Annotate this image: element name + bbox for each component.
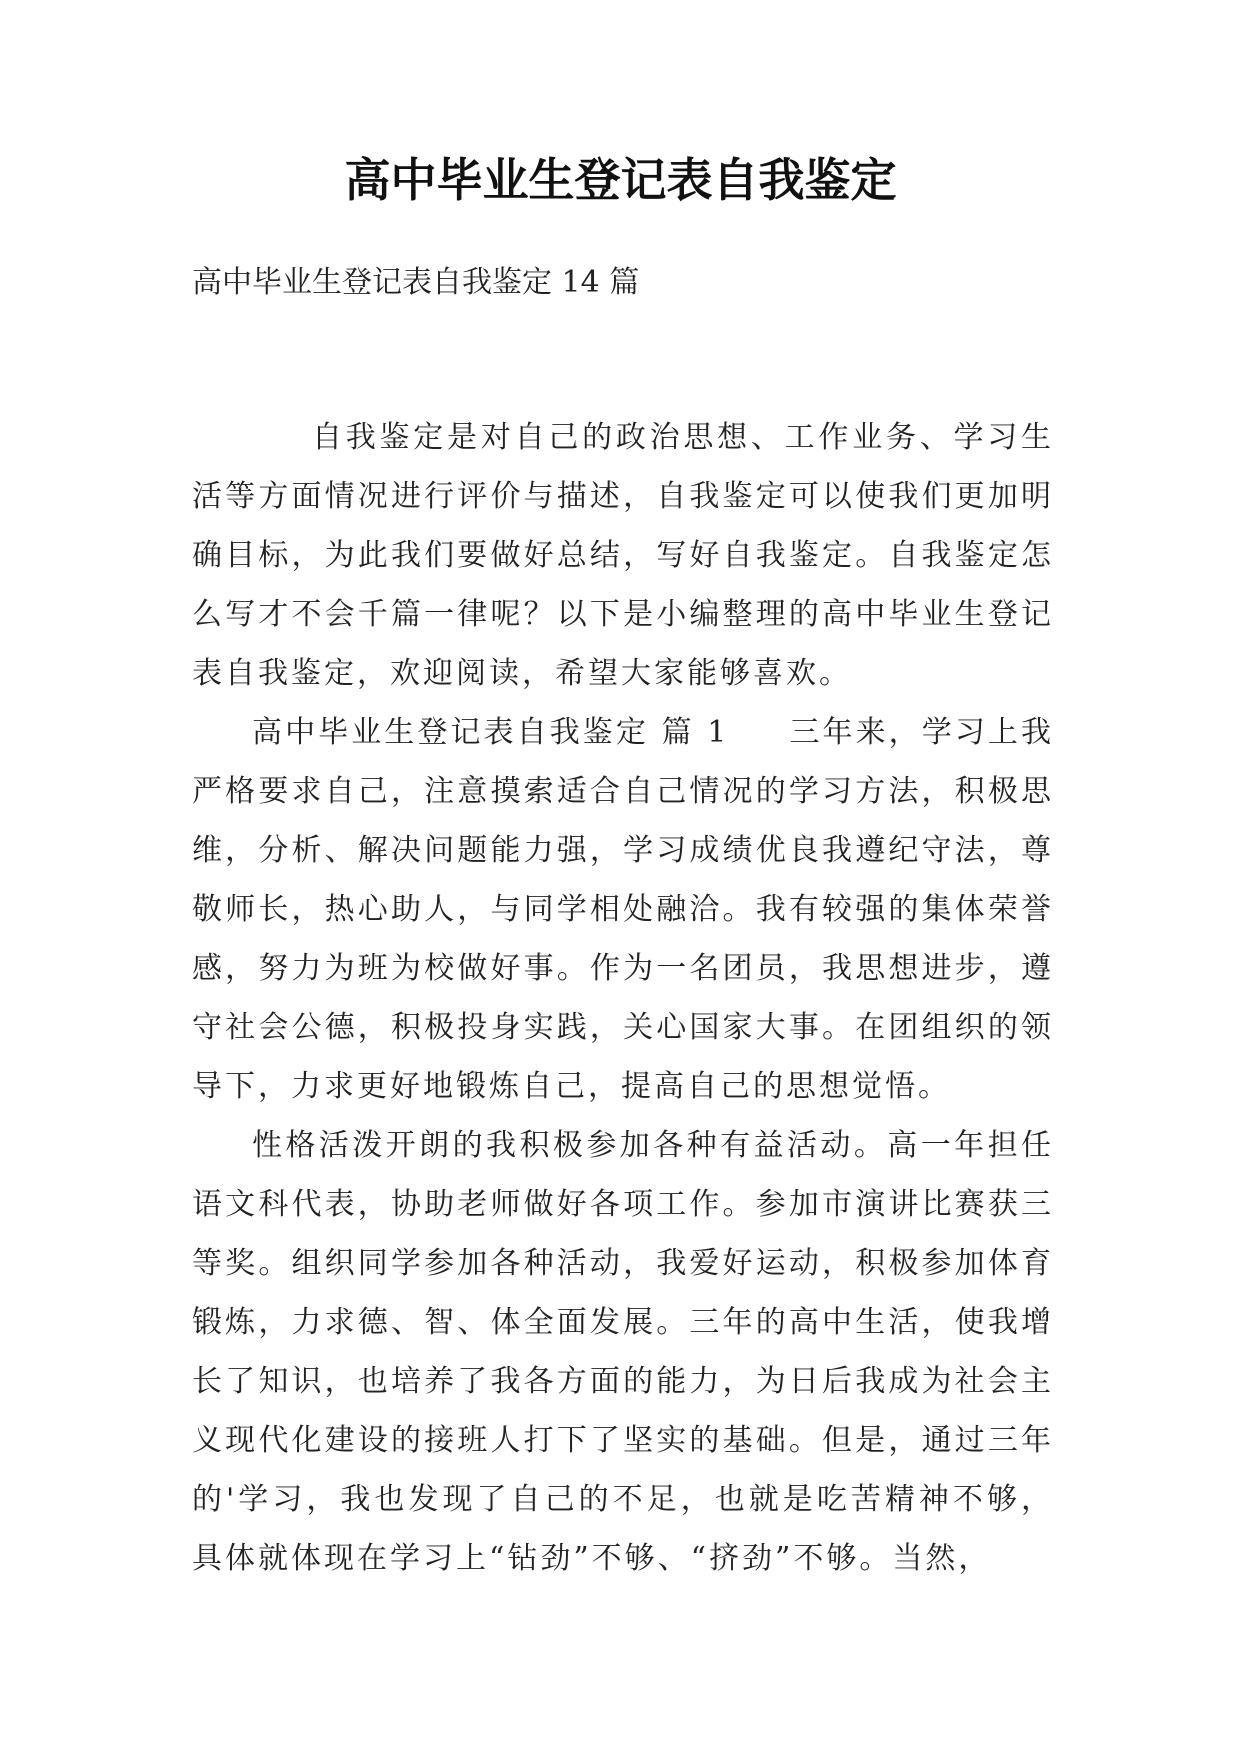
section-1-heading: 高中毕业生登记表自我鉴定 篇 1 [252,715,730,750]
section-1-paragraph [192,703,1054,1116]
intro-paragraph: 自我鉴定是对自己的政治思想、工作业务、学习生活等方面情况进行评价与描述，自我鉴定可以使我们更加明确目标，为此我们要做好总结，写好自我鉴定。自我鉴定怎么写才不会千篇一律呢？以下是小编整理的高中毕业生登记表自我鉴定，欢迎阅读，希望大家能够喜欢。 [192,420,1054,691]
document-title: 高中毕业生登记表自我鉴定 [344,153,897,207]
document-body [192,408,1054,1588]
document-subtitle: 高中毕业生登记表自我鉴定 14 篇 [192,265,640,300]
body-paragraph-3: 性格活泼开朗的我积极参加各种有益活动。高一年担任语文科代表，协助老师做好各项工作。参加市演讲比赛获三等奖。组织同学参加各种活动，我爱好运动，积极参加体育锻炼，力求德、智、体全面发展。三年的高中生活，使我增长了知识，也培养了我各方面的能力，为日后我成为社会主义现代化建设的接班人打下了坚实的基础。但是，通过三年的'学习，我也发现了自己的不足，也就是吃苦精神不够，具体就体现在学习上“钻劲”不够、“挤劲”不够。当然， [192,1128,1054,1576]
section-1-text: 三年来，学习上我严格要求自己，注意摸索适合自己情况的学习方法，积极思维，分析、解决问题能力强，学习成绩优良我遵纪守法，尊敬师长，热心助人，与同学相处融洽。我有较强的集体荣誉感，努力为班为校做好事。作为一名团员，我思想进步，遵守社会公德，积极投身实践，关心国家大事。在团组织的领导下，力求更好地锻炼自己，提高自己的思想觉悟。 [192,715,1054,1104]
